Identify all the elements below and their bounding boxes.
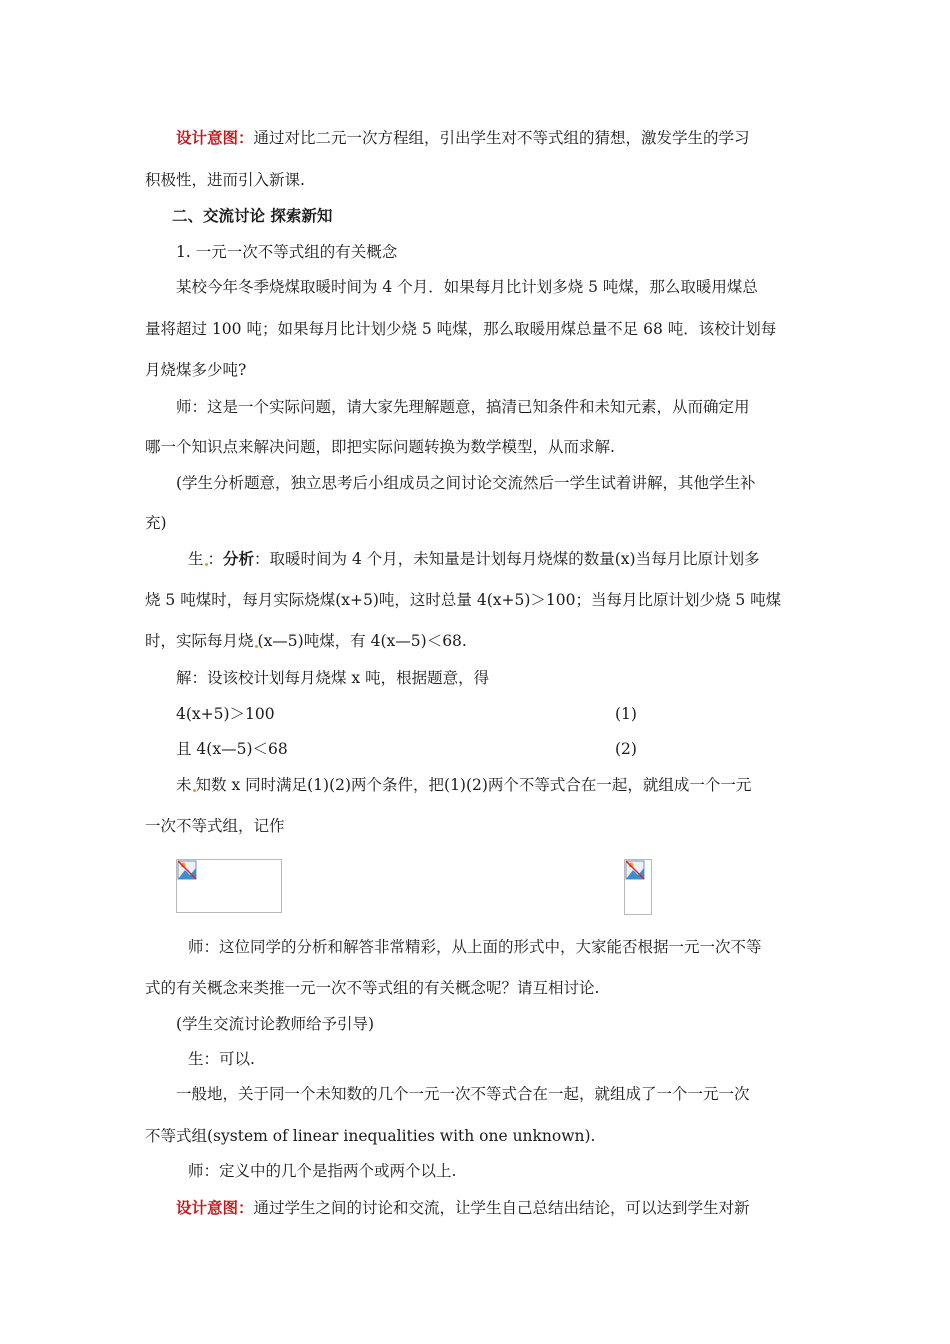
design-intent-label-2: 设计意图： (176, 1198, 254, 1217)
analysis-line-3 (145, 631, 810, 651)
design-intent-2 (176, 1198, 816, 1218)
students-note-line-1: (学生分析题意，独立思考后小组成员之间讨论交流然后一学生试着讲解，其他学生补 (176, 474, 756, 492)
definition-line-1: 一般地，关于同一个未知数的几个一元一次不等式合在一起，就组成了一个一元一次 (176, 1085, 750, 1103)
combine-line-2: 一次不等式组，记作 (145, 817, 285, 835)
students-note-2: (学生交流讨论教师给予引导) (176, 1015, 375, 1033)
formula-image-placeholder-1 (176, 859, 282, 913)
design-intent-text-2: 通过学生之间的讨论和交流，让学生自己总结出结论，可以达到学生对新 (253, 1199, 750, 1217)
design-intent-label: 设计意图： (176, 128, 254, 147)
analysis-line-1 (188, 549, 853, 569)
student-reply: 生：可以. (188, 1050, 255, 1068)
analysis-line-2: 烧 5 吨煤时，每月实际烧煤(x+5)吨，这时总量 4(x+5)＞100；当每月比原计划少烧 5 吨煤 (145, 591, 782, 609)
problem-line-2: 量将超过 100 吨；如果每月比计划少烧 5 吨煤，那么取暖用煤总量不足 68 吨．该校计划每 (145, 320, 777, 338)
analysis-colon: ： (207, 550, 224, 568)
design-intent-text: 通过对比二元一次方程组，引出学生对不等式组的猜想，激发学生的学习 (253, 129, 750, 147)
teacher-line-2: 哪一个知识点来解决问题，即把实际问题转换为数学模型，从而求解. (145, 438, 615, 456)
solution-line: 解：设该校计划每月烧煤 x 吨，根据题意，得 (176, 669, 490, 687)
combine-line-1 (176, 775, 841, 795)
design-intent-1 (176, 128, 816, 148)
inequality-2: 且 4(x—5)＜68 (176, 740, 288, 758)
inequality-2-number: (2) (615, 740, 637, 758)
analysis-prefix: 生 (188, 550, 204, 568)
definition-line-2: 不等式组(system of linear inequalities with one unknown). (145, 1127, 596, 1145)
analysis-text-3b: (x—5)吨煤，有 4(x—5)＜68. (257, 632, 467, 650)
section-heading: 二、交流讨论 探索新知 (172, 206, 333, 225)
broken-image-icon (625, 860, 645, 880)
broken-image-icon (177, 860, 197, 880)
inequality-1: 4(x+5)＞100 (176, 705, 275, 723)
formula-image-placeholder-2 (624, 859, 652, 915)
teacher3-line: 师：定义中的几个是指两个或两个以上. (188, 1162, 457, 1180)
teacher2-line-1: 师：这位同学的分析和解答非常精彩，从上面的形式中，大家能否根据一元一次不等 (188, 938, 762, 956)
problem-line-1: 某校今年冬季烧煤取暖时间为 4 个月．如果每月比计划多烧 5 吨煤，那么取暖用煤总 (176, 278, 758, 296)
inequality-1-number: (1) (615, 705, 637, 723)
analysis-text-3a: 时，实际每月烧 (145, 632, 254, 650)
analysis-label: 分析 (223, 549, 255, 568)
teacher-line-1: 师：这是一个实际问题，请大家先理解题意，搞清已知条件和未知元素，从而确定用 (176, 398, 750, 416)
combine-text-1a: 未 (176, 776, 192, 794)
problem-line-3: 月烧煤多少吨? (145, 361, 247, 379)
subsection-heading: 1. 一元一次不等式组的有关概念 (176, 243, 398, 261)
design-intent-1-cont: 积极性，进而引入新课. (145, 171, 305, 189)
analysis-text-1: ：取暖时间为 4 个月，未知量是计划每月烧煤的数量(x)当每月比原计划多 (254, 550, 760, 568)
teacher2-line-2: 式的有关概念来类推一元一次不等式组的有关概念呢？请互相讨论. (145, 979, 600, 997)
combine-text-1b: 知数 x 同时满足(1)(2)两个条件，把(1)(2)两个不等式合在一起，就组成一个一元 (195, 776, 752, 794)
students-note-line-2: 充) (145, 514, 167, 532)
